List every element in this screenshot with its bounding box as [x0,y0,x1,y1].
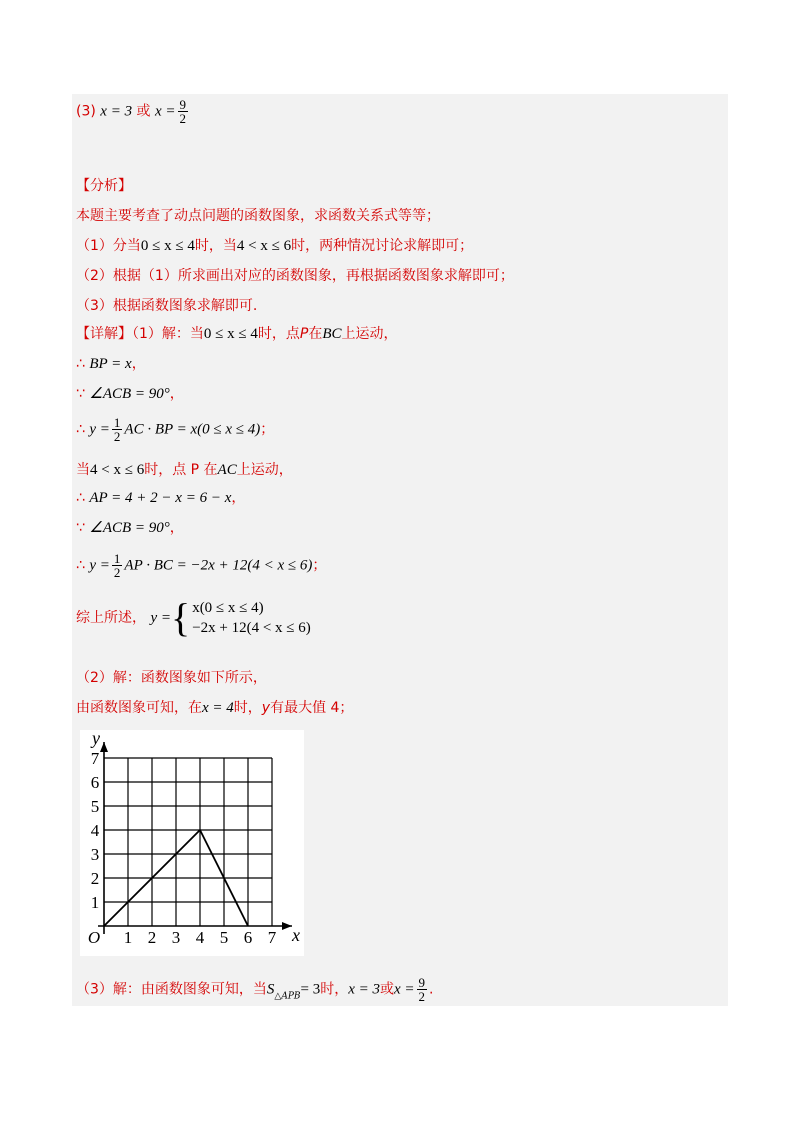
analysis-point-3: （3）根据函数图象求解即可. [76,298,258,314]
x-tick-label: 5 [219,928,229,947]
function-graph-svg [80,730,304,956]
detail-step-4: ∴ AP = 4 + 2 − x = 6 − x， [76,490,246,506]
detail-step-2: ∵ ∠ACB = 90°， [76,386,184,402]
answer-or: 或 [136,103,151,120]
q2-intro: （2）解：函数图象如下所示， [76,670,267,686]
x-tick-label: 7 [267,928,277,947]
analysis-point-2: （2）根据（1）所求画出对应的函数图象，再根据函数图象求解即可； [76,268,514,284]
x-axis-arrow [282,922,292,930]
y-tick-label: 5 [90,797,100,816]
answer-eq1: x = 3 [100,103,133,120]
function-graph [80,730,304,956]
piecewise-cases: x(0 ≤ x ≤ 4) −2x + 12(4 < x ≤ 6) [192,600,311,636]
x-tick-label: 6 [243,928,253,947]
detail-line-1: 【详解】（1）解：当0 ≤ x ≤ 4时，点P在BC上运动， [76,326,398,342]
x-tick-label: 3 [171,928,181,947]
y-axis-arrow [100,742,108,752]
y-tick-label: 1 [90,893,100,912]
answer-fraction: $\frac{9}{2}$ [179,97,187,126]
x-tick-label: 1 [123,928,133,947]
answer-eq2: x = [154,103,176,120]
detail-summary: 综上所述， y ={ x(0 ≤ x ≤ 4) −2x + 12(4 < x ≤ 6) [76,595,311,640]
detail-step-1: ∴ BP = x， [76,356,146,372]
x-tick-label: 4 [195,928,205,947]
q3-conclusion: （3）解：由函数图象可知，当$S_{\triangle APB}= 3$时，x = 3或x = $\frac{9}{2}$ . [76,975,434,1004]
detail-line-2: 当4 < x ≤ 6时，点 P 在AC上运动， [76,462,293,478]
y-tick-label: 3 [90,845,100,864]
y-tick-label: 2 [90,869,100,888]
answer-number: (3) [76,103,96,120]
x-axis-label: x [292,925,300,945]
y-tick-label: 6 [90,773,100,792]
y-axis-label: y [92,730,100,748]
origin-label: O [87,928,101,947]
analysis-title: 【分析】 [76,178,132,194]
detail-step-6: ∴ y = $\frac{1}{2}$ AP · BC = −2x + 12(4 < x ≤ 6)； [76,551,327,580]
q2-conclusion: 由函数图象可知，在x = 4时，y有最大值 4； [76,700,354,716]
y-tick-label: 4 [90,821,100,840]
detail-step-5: ∵ ∠ACB = 90°， [76,520,184,536]
analysis-intro: 本题主要考查了动点问题的函数图象，求函数关系式等等； [76,208,440,224]
detail-step-3: ∴ y = $\frac{1}{2}$ AC · BP = x(0 ≤ x ≤ 4)； [76,415,275,444]
y-tick-label: 7 [90,749,100,768]
x-tick-label: 2 [147,928,157,947]
analysis-point-1: （1）分当0 ≤ x ≤ 4时，当4 < x ≤ 6时，两种情况讨论求解即可； [76,238,474,254]
answer-line-3 [76,98,190,125]
